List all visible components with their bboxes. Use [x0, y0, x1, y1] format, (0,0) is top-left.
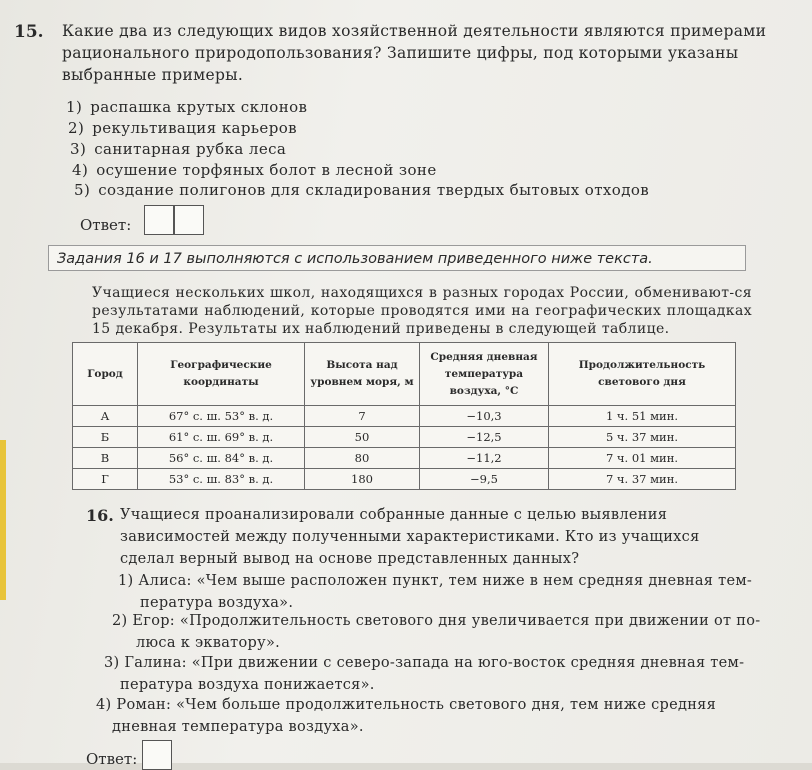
q15-option-3: 3) санитарная рубка леса	[70, 140, 287, 158]
cell-temperature: −12,5	[420, 427, 549, 448]
cell-coordinates: 53° с. ш. 83° в. д.	[138, 469, 305, 490]
page-edge-stripe	[0, 440, 6, 600]
header-daylight: Продолжительность светового дня	[549, 343, 736, 406]
cell-daylight: 7 ч. 37 мин.	[549, 469, 736, 490]
cell-temperature: −11,2	[420, 448, 549, 469]
cell-city: Б	[73, 427, 138, 448]
cell-city: Г	[73, 469, 138, 490]
cell-temperature: −10,3	[420, 406, 549, 427]
cell-daylight: 1 ч. 51 мин.	[549, 406, 736, 427]
q16-option-3: 3) Галина: «При движении с северо-запада на юго-восток средняя дневная тем- пература воздуха понижается».	[104, 655, 745, 693]
q16-answer-label: Ответ:	[86, 750, 138, 768]
cell-altitude: 180	[305, 469, 420, 490]
question-16-text: Учащиеся проанализировали собранные данные с целью выявления зависимостей между полученными характеристиками. Кто из учащихся сделал верный вывод на основе представленных данных?	[120, 507, 700, 567]
cell-temperature: −9,5	[420, 469, 549, 490]
q16-option-1: 1) Алиса: «Чем выше расположен пункт, тем ниже в нем средняя дневная тем- пература воздуха».	[118, 573, 753, 611]
table-intro-text: Учащиеся нескольких школ, находящихся в разных городах России, обменивают-ся результатами наблюдений, которые проводятся ими на географических площадках 15 декабря. Результаты их наблюдений приведены в следующей таблице.	[92, 285, 752, 337]
q16-answer-box[interactable]	[142, 740, 172, 770]
cell-altitude: 50	[305, 427, 420, 448]
header-city: Город	[73, 343, 138, 406]
cell-city: А	[73, 406, 138, 427]
header-temperature: Средняя дневная температура воздуха, °С	[420, 343, 549, 406]
observations-table	[72, 342, 736, 490]
cell-altitude: 80	[305, 448, 420, 469]
table-row	[73, 448, 736, 469]
q15-answer-box-2[interactable]	[174, 205, 204, 235]
q15-answer-label: Ответ:	[80, 216, 132, 234]
table-row	[73, 427, 736, 448]
q15-option-2: 2) рекультивация карьеров	[68, 119, 297, 137]
q16-option-4: 4) Роман: «Чем больше продолжительность светового дня, тем ниже средняя дневная температура воздуха».	[96, 697, 717, 735]
header-altitude: Высота над уровнем моря, м	[305, 343, 420, 406]
q16-option-2: 2) Егор: «Продолжительность светового дня увеличивается при движении от по- люса к экватору».	[112, 613, 761, 651]
cell-coordinates: 67° с. ш. 53° в. д.	[138, 406, 305, 427]
cell-coordinates: 61° с. ш. 69° в. д.	[138, 427, 305, 448]
tasks-16-17-banner: Задания 16 и 17 выполняются с использованием приведенного ниже текста.	[48, 245, 746, 271]
cell-altitude: 7	[305, 406, 420, 427]
cell-daylight: 7 ч. 01 мин.	[549, 448, 736, 469]
cell-city: В	[73, 448, 138, 469]
q15-option-5: 5) создание полигонов для складирования твердых бытовых отходов	[74, 181, 650, 199]
table-row	[73, 469, 736, 490]
table-row	[73, 406, 736, 427]
q15-option-1: 1) распашка крутых склонов	[66, 98, 308, 116]
table-header-row	[73, 343, 736, 406]
question-15-number: 15.	[14, 22, 44, 42]
cell-coordinates: 56° с. ш. 84° в. д.	[138, 448, 305, 469]
header-coordinates: Географические координаты	[138, 343, 305, 406]
question-15-text: Какие два из следующих видов хозяйственной деятельности являются примерами рационального природопользования? Запишите цифры, под которыми указаны выбранные примеры.	[62, 22, 767, 84]
q15-answer-box-1[interactable]	[144, 205, 174, 235]
q15-option-4: 4) осушение торфяных болот в лесной зоне	[72, 161, 437, 179]
cell-daylight: 5 ч. 37 мин.	[549, 427, 736, 448]
question-16-number: 16.	[86, 506, 114, 525]
